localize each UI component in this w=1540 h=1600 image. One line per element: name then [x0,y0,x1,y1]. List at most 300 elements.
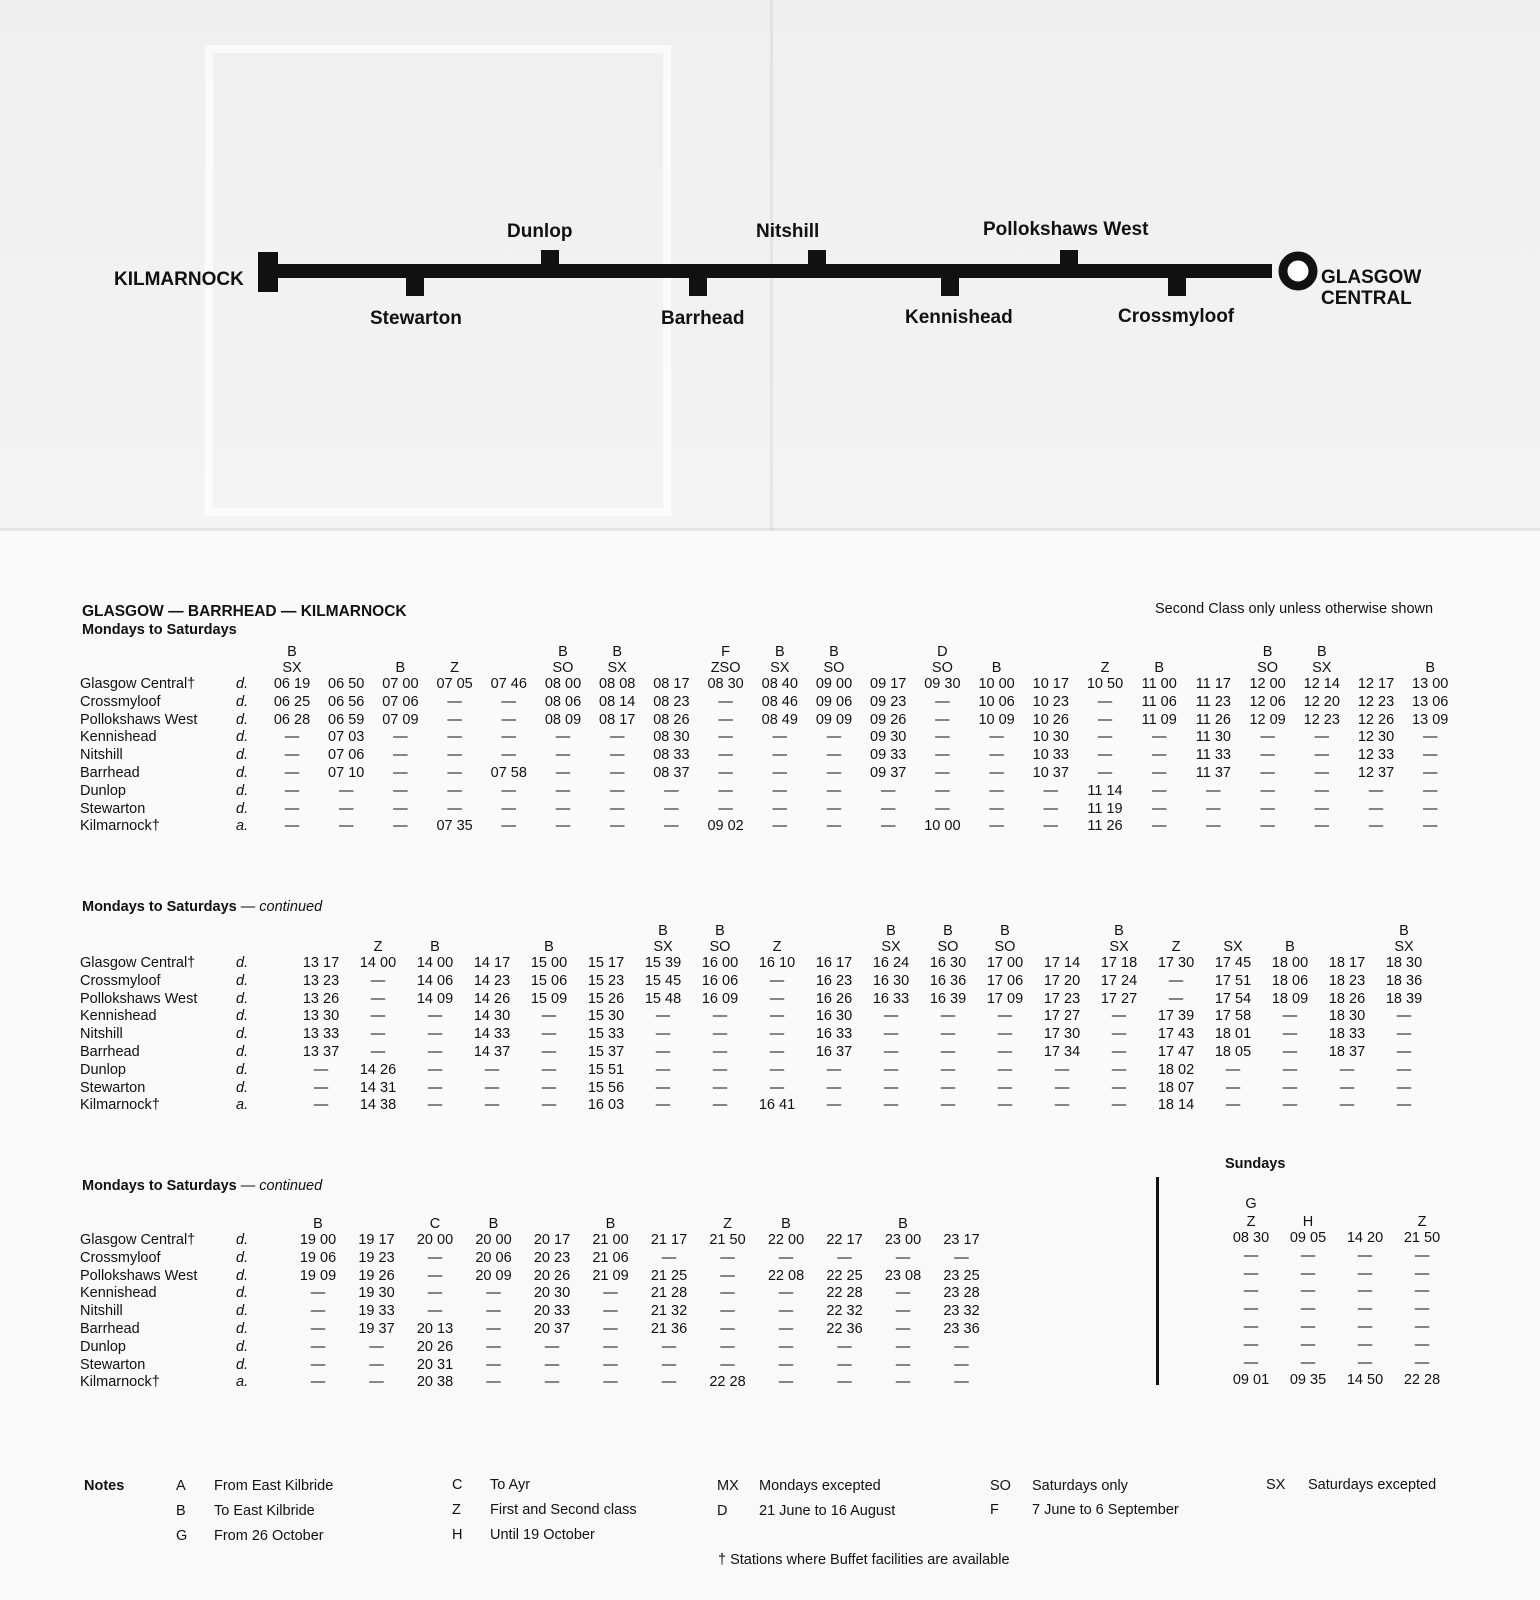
time-cell: — [1300,1354,1316,1371]
time-cell: 11 30 [1195,729,1231,746]
time-cell: 09 30 [870,729,907,746]
time-cell: 13 30 [302,1008,340,1025]
time-cell: — [989,747,1004,764]
time-cell: 17 06 [986,972,1024,989]
station-label-dunlop: Dunlop [507,221,573,242]
column-note-code: B [658,923,668,939]
time-cell: — [1422,800,1438,817]
time-cell: 23 08 [884,1267,922,1284]
time-cell: — [826,1079,842,1096]
time-cell: 16 26 [815,990,853,1007]
time-cell: — [712,1044,728,1060]
time-cell: — [772,747,788,764]
time-cell: — [1097,693,1113,710]
note-key: A [176,1478,186,1494]
time-cell: — [826,729,842,746]
time-cell: 18 26 [1328,990,1366,1007]
time-cell: 17 39 [1157,1008,1195,1025]
time-cell: 19 09 [299,1267,337,1284]
time-cell: 07 05 [436,676,473,692]
time-cell: 06 50 [328,676,365,692]
time-cell: — [718,693,733,710]
time-cell: — [989,729,1004,746]
time-cell: 13 17 [302,955,340,971]
time-cell: 18 00 [1271,955,1309,971]
time-cell: — [837,1338,852,1355]
time-cell: 08 23 [653,693,690,710]
time-cell: — [837,1356,852,1373]
time-cell: 20 26 [533,1267,571,1284]
time-cell: 14 06 [416,972,454,989]
time-cell: — [501,747,517,764]
time-cell: — [1151,747,1167,764]
time-cell: — [427,1026,443,1043]
time-cell: — [1054,1097,1070,1114]
column-note-code: SX [653,939,673,955]
time-cell: — [555,747,571,764]
time-cell: 17 09 [986,990,1024,1007]
time-cell: — [1111,1008,1127,1025]
time-cell: — [1260,765,1275,781]
time-cell: — [1396,1097,1412,1114]
arr-dep-marker: a. [236,1097,249,1114]
station-name: Glasgow Central† [80,955,196,971]
time-cell: — [895,1285,911,1302]
time-cell: 12 06 [1249,693,1286,710]
time-cell: — [769,972,785,989]
section3-title: Mondays to Saturdays — continued [82,1178,323,1194]
station-name: Crossmyloof [80,972,161,989]
column-note-code: SX [282,660,302,676]
time-cell: 20 30 [533,1285,571,1302]
time-cell: — [954,1249,969,1266]
time-cell: — [1357,1247,1373,1264]
time-cell: 16 39 [929,990,967,1007]
time-cell: 07 58 [490,765,527,781]
time-cell: — [1414,1354,1430,1371]
time-cell: 20 31 [416,1356,454,1373]
arr-dep-marker: d. [236,1044,249,1060]
station-label-central: CENTRAL [1321,288,1412,309]
time-cell: — [1260,729,1275,746]
station-name: Barrhead [80,1044,140,1060]
arr-dep-marker: d. [236,782,249,799]
time-cell: 08 08 [599,676,636,692]
arr-dep-marker: d. [236,1008,249,1025]
time-cell: — [826,765,842,781]
section2-title: Mondays to Saturdays — continued [82,899,323,915]
time-cell: 21 28 [650,1285,688,1302]
column-note-code: B [1000,923,1010,939]
time-cell: 08 30 [707,676,744,692]
time-cell: — [954,1374,969,1391]
note-key: C [452,1477,463,1493]
time-cell: 13 00 [1412,676,1449,692]
time-cell: — [1206,818,1221,835]
time-cell: — [1282,1044,1298,1060]
time-cell: 20 33 [533,1303,571,1320]
time-cell: — [883,1026,899,1043]
time-cell: 11 09 [1141,711,1177,728]
time-cell: — [1414,1283,1430,1300]
time-cell: — [370,972,386,989]
arr-dep-marker: d. [236,1303,249,1320]
time-cell: 16 17 [815,955,853,971]
time-cell: 08 09 [544,711,582,728]
time-cell: 09 30 [924,676,961,692]
time-cell: 10 37 [1032,765,1069,781]
time-cell: — [940,1079,956,1096]
time-cell: 13 06 [1412,693,1449,710]
time-cell: 15 06 [530,972,568,989]
time-cell: 12 20 [1303,693,1340,710]
note-key: G [176,1528,188,1544]
note-key: SX [1266,1477,1286,1493]
time-cell: — [1339,1097,1355,1114]
time-cell: — [895,1338,911,1355]
time-cell: — [1396,1008,1412,1025]
note-value: 7 June to 6 September [1032,1502,1179,1518]
time-cell: — [1414,1336,1430,1353]
time-cell: — [720,1285,735,1302]
arr-dep-marker: d. [236,1321,249,1337]
note-value: Until 19 October [490,1527,595,1543]
arr-dep-marker: d. [236,800,249,817]
note-value: Mondays excepted [759,1478,881,1494]
arr-dep-marker: d. [236,676,249,692]
time-cell: — [427,1061,443,1078]
time-cell: 19 33 [358,1303,395,1320]
column-note-code: B [898,1216,908,1232]
time-cell: — [603,1285,618,1302]
time-cell: — [1111,1079,1127,1096]
time-cell: — [544,1374,560,1391]
time-cell: — [880,818,896,835]
time-cell: — [603,1374,618,1391]
time-cell: 16 36 [929,972,967,989]
time-cell: — [655,1079,671,1096]
time-cell: — [609,747,625,764]
time-cell: — [1243,1247,1259,1264]
arr-dep-marker: a. [236,818,249,835]
station-name: Kennishead [80,1285,157,1302]
note-value: From East Kilbride [214,1478,334,1494]
column-note-code: B [781,1216,791,1232]
station-label-pollokshaws-west: Pollokshaws West [983,219,1149,240]
station-name: Nitshill [80,747,123,764]
time-cell: — [1243,1301,1259,1318]
time-cell: — [313,1097,329,1114]
note-key: F [990,1502,999,1518]
time-cell: — [778,1321,794,1337]
time-cell: — [664,818,679,835]
time-cell: — [989,818,1004,835]
time-cell: 17 14 [1043,955,1081,971]
time-cell: — [718,800,733,817]
time-cell: — [501,729,517,746]
time-cell: — [1414,1247,1430,1264]
time-cell: 11 06 [1141,693,1177,710]
time-cell: — [1300,1247,1316,1264]
time-cell: 23 25 [943,1267,980,1284]
time-cell: — [1314,765,1330,781]
column-note-code: F [721,644,731,660]
time-cell: 23 36 [943,1321,980,1337]
time-cell: — [1151,818,1167,835]
time-cell: — [769,1008,785,1025]
time-cell: 21 25 [650,1267,688,1284]
time-cell: — [447,747,462,764]
time-cell: 16 37 [815,1044,853,1060]
time-cell: 10 17 [1032,676,1069,692]
column-note-code: SO [937,939,959,955]
column-note-code: SX [1312,660,1332,676]
time-cell: — [1300,1319,1316,1335]
note-value: Saturdays only [1032,1478,1128,1494]
time-cell: 17 00 [986,955,1024,971]
column-note-code: B [488,1216,499,1232]
time-cell: 09 37 [870,765,907,781]
time-cell: — [769,1044,785,1060]
column-note-code: Z [723,1216,732,1232]
time-cell: 22 00 [767,1232,805,1248]
column-note-code: B [1285,939,1295,955]
time-cell: 20 37 [533,1321,571,1337]
time-cell: 14 20 [1346,1230,1384,1246]
time-cell: — [284,765,300,781]
time-cell: — [338,818,354,835]
time-cell: 12 30 [1357,729,1395,746]
time-cell: 22 25 [826,1267,863,1284]
time-cell: — [1422,729,1438,746]
time-cell: 17 47 [1157,1044,1195,1060]
time-cell: 22 08 [767,1267,805,1284]
time-cell: — [655,1008,671,1025]
time-cell: — [427,1303,443,1320]
note-value: From 26 October [214,1528,324,1544]
time-cell: 18 14 [1157,1097,1195,1114]
time-cell: 09 26 [870,711,907,728]
time-cell: 12 26 [1357,711,1395,728]
route-map [0,0,1540,530]
time-cell: — [826,747,842,764]
time-cell: 18 30 [1385,955,1423,971]
column-note-code: SO [994,939,1016,955]
time-cell: — [895,1356,911,1373]
station-name: Glasgow Central† [80,1232,196,1248]
time-cell: — [313,1061,329,1078]
time-cell: — [310,1374,326,1391]
station-name: Crossmyloof [80,693,161,710]
column-note-code: SX [881,939,901,955]
time-cell: 20 38 [416,1374,454,1391]
time-cell: — [712,1061,728,1078]
time-cell: 22 36 [826,1321,863,1337]
column-note-code: SX [770,660,790,676]
time-cell: 18 09 [1271,990,1309,1007]
column-note-code: C [429,1216,441,1232]
time-cell: — [826,782,842,799]
station-name: Crossmyloof [80,1249,161,1266]
time-cell: — [1357,1265,1373,1282]
time-cell: 09 35 [1289,1372,1327,1389]
time-cell: — [393,818,408,835]
time-cell: 14 26 [359,1061,397,1078]
column-note-code: Z [373,939,383,955]
time-cell: — [997,1097,1013,1114]
time-cell: — [720,1356,735,1373]
time-cell: 16 41 [758,1097,796,1114]
time-cell: — [1243,1336,1259,1353]
time-cell: — [1225,1061,1241,1078]
time-cell: 15 39 [644,955,682,971]
time-cell: 16 30 [872,972,910,989]
time-cell: 14 38 [359,1097,397,1114]
time-cell: 19 23 [358,1249,395,1266]
time-cell: — [427,1267,443,1284]
time-cell: — [778,1338,794,1355]
time-cell: 08 49 [761,711,798,728]
note-key: MX [717,1478,739,1494]
time-cell: 12 23 [1303,711,1340,728]
time-cell: — [720,1267,735,1284]
time-cell: 19 06 [299,1249,337,1266]
time-cell: — [484,1079,500,1096]
time-cell: 08 00 [544,676,582,692]
time-cell: — [1168,972,1184,989]
time-cell: — [541,1097,557,1114]
time-cell: — [310,1321,326,1337]
column-note-code: B [1425,660,1436,676]
time-cell: 16 33 [872,990,910,1007]
class-note: Second Class only unless otherwise shown [1155,601,1434,617]
terminus-kilmarnock-marker [258,252,278,292]
time-cell: 10 00 [978,676,1015,692]
time-cell: — [778,1249,794,1266]
time-cell: 17 27 [1043,1008,1081,1025]
time-cell: — [1300,1336,1316,1353]
time-cell: — [1043,782,1059,799]
time-cell: — [1368,782,1384,799]
time-cell: — [883,1061,899,1078]
time-cell: — [895,1249,911,1266]
time-cell: 22 28 [826,1285,863,1302]
time-cell: — [837,1374,852,1391]
time-cell: 18 37 [1328,1044,1366,1060]
time-cell: 13 23 [302,972,340,989]
stop-dunlop-marker [541,250,559,268]
time-cell: — [338,800,354,817]
time-cell: — [609,782,625,799]
time-cell: — [1243,1265,1259,1282]
column-note-code: B [612,644,623,660]
time-cell: — [989,800,1004,817]
stop-stewarton-marker [406,276,424,296]
time-cell: 18 02 [1157,1061,1195,1078]
column-note-code: ZSO [710,660,741,676]
time-cell: — [447,765,462,781]
time-cell: 13 33 [302,1026,340,1043]
station-label-crossmyloof: Crossmyloof [1118,306,1235,327]
time-cell: 06 28 [273,711,311,728]
time-cell: — [1097,765,1113,781]
time-cell: — [935,747,950,764]
time-cell: 21 09 [592,1267,629,1284]
time-cell: 14 37 [473,1044,511,1060]
time-cell: — [883,1097,899,1114]
stop-crossmyloof-marker [1168,276,1186,296]
time-cell: 16 23 [815,972,853,989]
time-cell: — [895,1321,911,1337]
timetable-title: GLASGOW — BARRHEAD — KILMARNOCK [82,603,407,620]
time-cell: — [310,1303,326,1320]
time-cell: 14 17 [473,955,511,971]
time-cell: 12 14 [1303,676,1340,692]
time-cell: 13 26 [302,990,340,1007]
time-cell: 06 56 [328,693,365,710]
time-cell: 09 00 [815,676,853,692]
time-cell: — [370,990,386,1007]
time-cell: 17 24 [1100,972,1138,989]
time-cell: — [1396,1079,1412,1096]
time-cell: — [393,800,408,817]
time-cell: — [778,1356,794,1373]
time-cell: — [313,1079,329,1096]
time-cell: — [954,1338,969,1355]
time-cell: 11 14 [1087,782,1123,799]
time-cell: 14 33 [473,1026,511,1043]
station-name: Kilmarnock† [80,1097,160,1114]
time-cell: — [1206,782,1221,799]
time-cell: — [555,729,571,746]
time-cell: — [603,1356,618,1373]
time-cell: 18 23 [1328,972,1366,989]
time-cell: — [883,1044,899,1060]
sundays-title: Sundays [1225,1156,1286,1172]
time-cell: 20 00 [416,1232,454,1248]
note-key: Z [452,1502,461,1518]
time-cell: — [447,711,462,728]
time-cell: — [1097,711,1113,728]
time-cell: — [661,1249,677,1266]
time-cell: 16 24 [872,955,910,971]
time-cell: — [772,800,788,817]
time-cell: — [712,1026,728,1043]
time-cell: — [655,1097,671,1114]
time-cell: 20 13 [416,1321,454,1337]
time-cell: 08 06 [544,693,582,710]
station-label-kennishead: Kennishead [905,307,1013,328]
time-cell: 07 06 [382,693,419,710]
time-cell: 08 40 [761,676,798,692]
time-cell: 20 17 [533,1232,571,1248]
time-cell: — [310,1356,326,1373]
time-cell: — [772,818,788,835]
time-cell: 11 37 [1195,765,1231,781]
time-cell: 09 05 [1289,1230,1327,1246]
time-cell: — [447,782,462,799]
time-cell: — [369,1356,384,1373]
time-cell: — [609,765,625,781]
time-cell: 17 30 [1043,1026,1081,1043]
time-cell: — [1314,747,1330,764]
time-cell: 15 48 [644,990,682,1007]
time-cell: 17 54 [1214,990,1252,1007]
time-cell: — [1260,782,1275,799]
time-cell: — [541,1044,557,1060]
time-cell: — [427,1285,443,1302]
column-note-code: B [774,644,785,660]
